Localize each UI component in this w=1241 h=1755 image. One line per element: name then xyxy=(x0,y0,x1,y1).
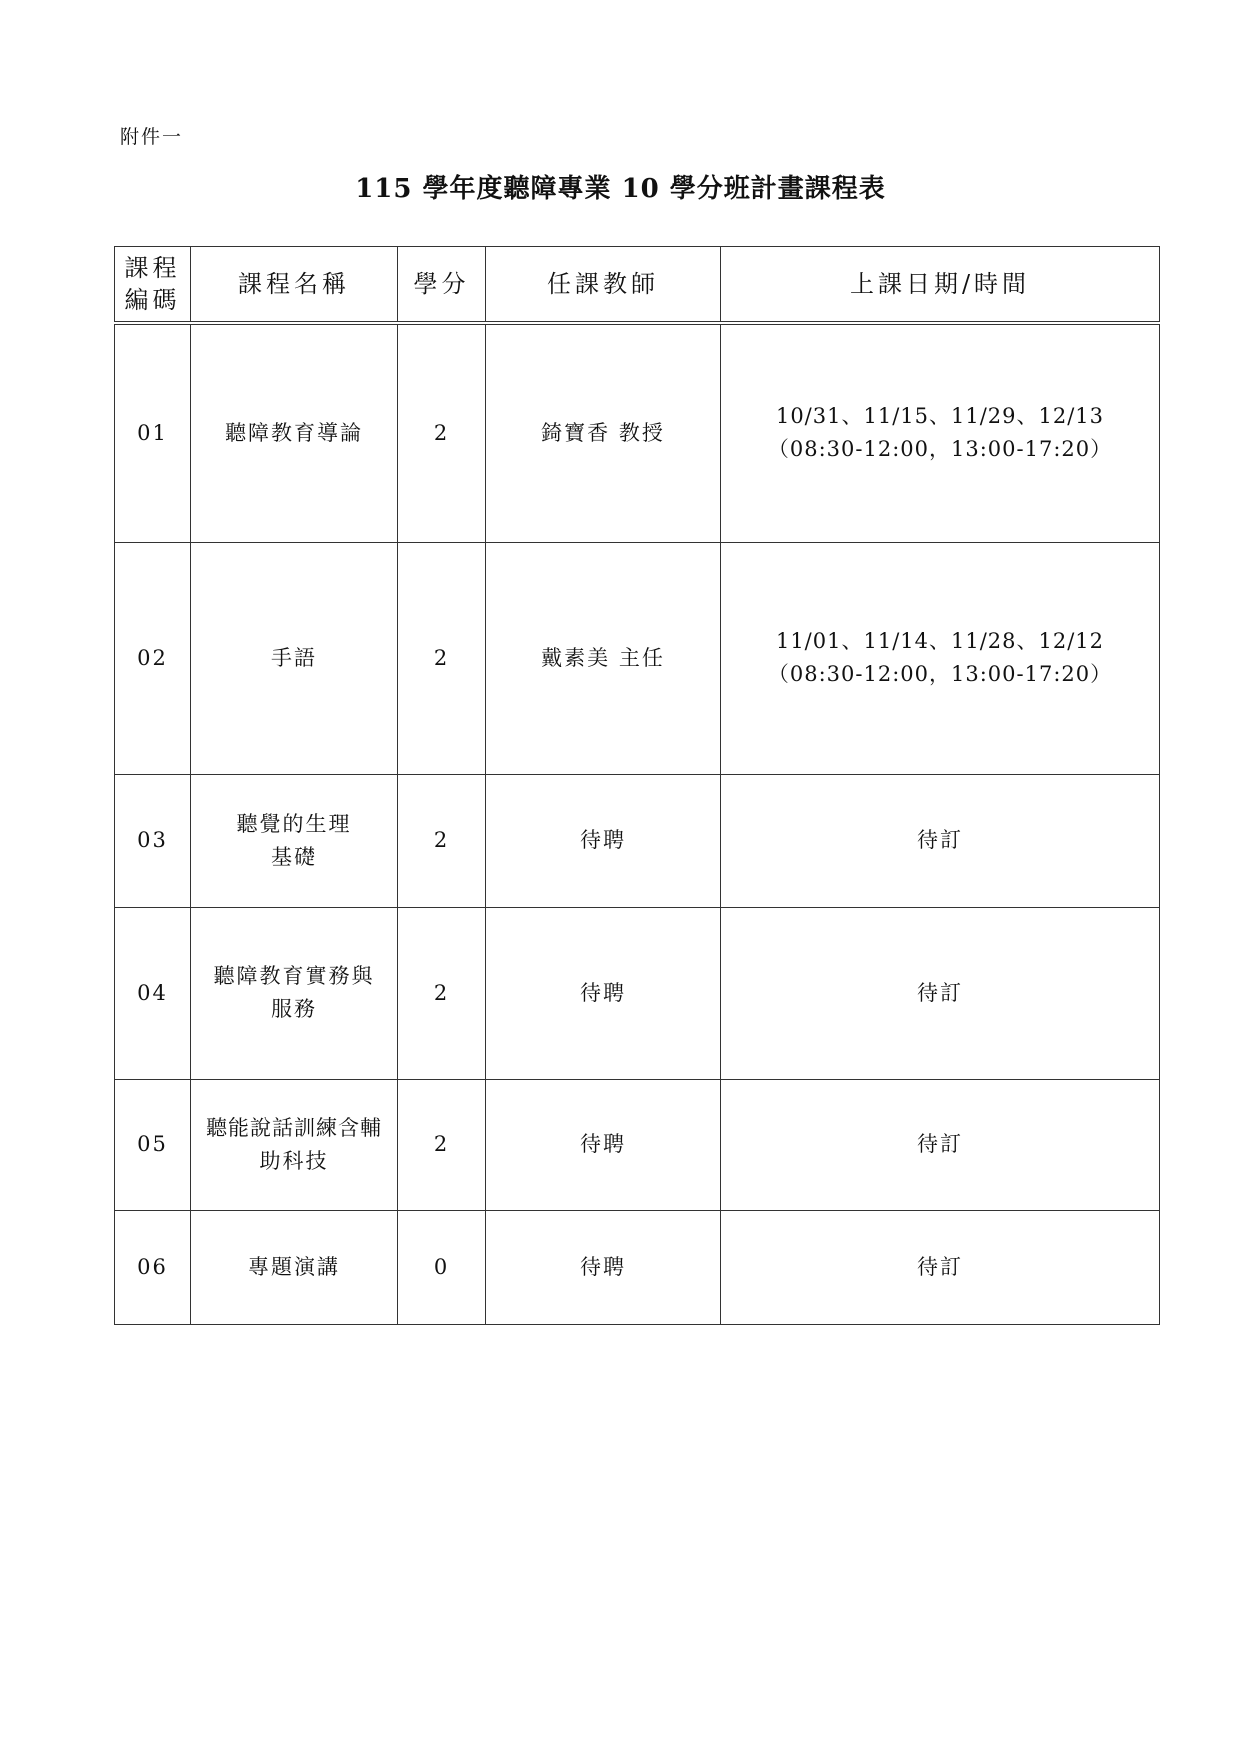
course-name xyxy=(191,542,398,774)
course-code: 01 xyxy=(115,323,191,542)
course-dates: 10/31、11/15、11/29、12/13 xyxy=(775,404,1105,429)
course-credits: 2 xyxy=(398,774,486,907)
table-row xyxy=(115,774,1160,907)
course-schedule: 待訂 xyxy=(721,774,1160,907)
course-teacher: 待聘 xyxy=(486,1079,721,1210)
course-code: 03 xyxy=(115,774,191,907)
course-name-line1: 聽障教育實務與 xyxy=(213,964,375,988)
course-teacher: 待聘 xyxy=(486,1210,721,1324)
course-code: 02 xyxy=(115,542,191,774)
course-teacher: 錡寶香 教授 xyxy=(486,323,721,542)
header-teacher: 任課教師 xyxy=(486,247,721,324)
course-name-line1: 聽覺的生理 xyxy=(236,811,352,836)
header-course-code xyxy=(115,247,191,324)
course-teacher: 待聘 xyxy=(486,774,721,907)
course-name-line1: 專題演講 xyxy=(248,1254,340,1279)
course-credits: 0 xyxy=(398,1210,486,1324)
header-course-name: 課程名稱 xyxy=(191,247,398,324)
course-teacher: 待聘 xyxy=(486,907,721,1079)
attachment-label: 附件一 xyxy=(120,126,184,148)
course-times: （08:30-12:00，13:00-17:20） xyxy=(767,437,1113,462)
table-header-row xyxy=(115,247,1160,324)
course-schedule: 待訂 xyxy=(721,907,1160,1079)
document-title: 115 學年度聽障專業 10 學分班計畫課程表 xyxy=(355,174,886,204)
course-name-line2: 助科技 xyxy=(259,1148,329,1173)
course-name xyxy=(191,1210,398,1324)
course-code: 04 xyxy=(115,907,191,1079)
course-schedule: 待訂 xyxy=(721,1079,1160,1210)
header-schedule: 上課日期/時間 xyxy=(721,247,1160,324)
course-dates: 11/01、11/14、11/28、12/12 xyxy=(775,629,1105,653)
table-row xyxy=(115,542,1160,774)
course-name-line2: 基礎 xyxy=(271,844,317,869)
course-name xyxy=(191,323,398,542)
course-code: 06 xyxy=(115,1210,191,1324)
course-code: 05 xyxy=(115,1079,191,1210)
table-row xyxy=(115,1079,1160,1210)
course-times: （08:30-12:00，13:00-17:20） xyxy=(767,662,1113,686)
course-credits: 2 xyxy=(398,1079,486,1210)
course-name-line2: 服務 xyxy=(271,997,317,1021)
header-credits: 學分 xyxy=(398,247,486,324)
course-name-line1: 手語 xyxy=(271,645,317,670)
course-schedule xyxy=(721,323,1160,542)
course-name xyxy=(191,774,398,907)
course-schedule-table xyxy=(114,246,1160,1325)
header-code-line1: 課程 xyxy=(124,254,181,282)
table-row xyxy=(115,907,1160,1079)
course-schedule xyxy=(721,542,1160,774)
course-credits: 2 xyxy=(398,323,486,542)
course-name-line1: 聽能說話訓練含輔 xyxy=(206,1115,382,1140)
course-credits: 2 xyxy=(398,907,486,1079)
course-teacher: 戴素美 主任 xyxy=(486,542,721,774)
course-name xyxy=(191,1079,398,1210)
course-schedule: 待訂 xyxy=(721,1210,1160,1324)
table-row xyxy=(115,1210,1160,1324)
course-name-line1: 聽障教育導論 xyxy=(225,420,363,445)
header-code-line2: 編碼 xyxy=(124,286,181,314)
course-credits: 2 xyxy=(398,542,486,774)
course-name xyxy=(191,907,398,1079)
table-row xyxy=(115,323,1160,542)
